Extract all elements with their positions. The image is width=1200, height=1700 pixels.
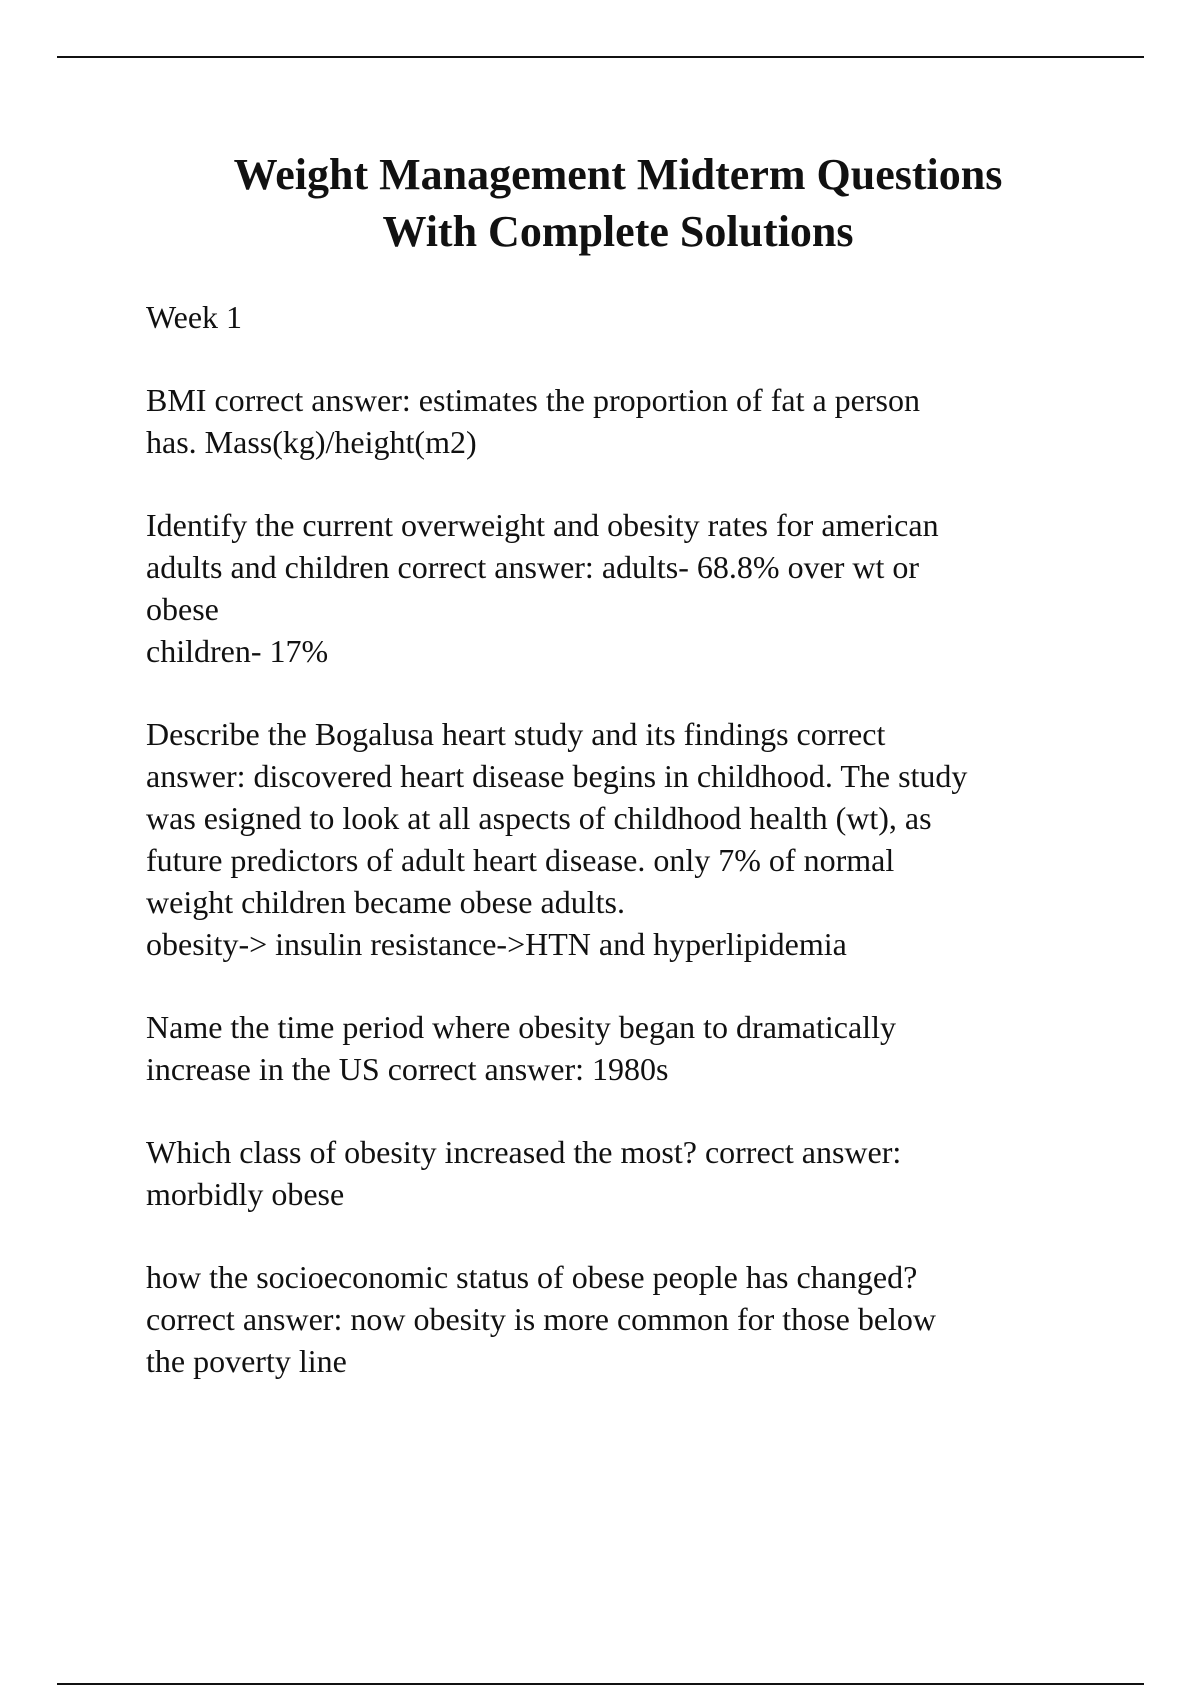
qa-line: BMI correct answer: estimates the proportion of fat a person xyxy=(146,382,920,418)
qa-line: Identify the current overweight and obesity rates for american xyxy=(146,507,939,543)
qa-line: increase in the US correct answer: 1980s xyxy=(146,1051,669,1087)
qa-block-obesity-rates xyxy=(146,504,1106,672)
qa-line: children- 17% xyxy=(146,633,329,669)
qa-line: obesity-> insulin resistance->HTN and hyperlipidemia xyxy=(146,926,847,962)
qa-block-time-period xyxy=(146,1006,1106,1090)
document-title-line: Weight Management Midterm Questions xyxy=(233,150,1003,199)
qa-line: morbidly obese xyxy=(146,1176,345,1212)
qa-line: future predictors of adult heart disease. only 7% of normal xyxy=(146,842,895,878)
qa-line: has. Mass(kg)/height(m2) xyxy=(146,424,477,460)
qa-line: correct answer: now obesity is more common for those below xyxy=(146,1301,937,1337)
qa-line: was esigned to look at all aspects of childhood health (wt), as xyxy=(146,800,932,836)
top-rule xyxy=(57,56,1144,58)
document-title-line: With Complete Solutions xyxy=(382,207,854,256)
qa-line: obese xyxy=(146,591,219,627)
qa-line: the poverty line xyxy=(146,1343,347,1379)
qa-line: weight children became obese adults. xyxy=(146,884,625,920)
qa-line: Name the time period where obesity began to dramatically xyxy=(146,1009,896,1045)
qa-block-bmi xyxy=(146,379,1106,463)
document-body xyxy=(146,296,1106,1423)
qa-line: Which class of obesity increased the most? correct answer: xyxy=(146,1134,902,1170)
document-title xyxy=(0,146,1200,260)
bottom-rule xyxy=(57,1683,1144,1685)
qa-line: answer: discovered heart disease begins in childhood. The study xyxy=(146,758,968,794)
qa-line: how the socioeconomic status of obese people has changed? xyxy=(146,1259,918,1295)
qa-line: Describe the Bogalusa heart study and its findings correct xyxy=(146,716,886,752)
qa-block-obesity-class xyxy=(146,1131,1106,1215)
section-heading: Week 1 xyxy=(146,299,243,335)
qa-line: adults and children correct answer: adults- 68.8% over wt or xyxy=(146,549,920,585)
qa-block-bogalusa xyxy=(146,713,1106,965)
qa-block-socioeconomic xyxy=(146,1256,1106,1382)
